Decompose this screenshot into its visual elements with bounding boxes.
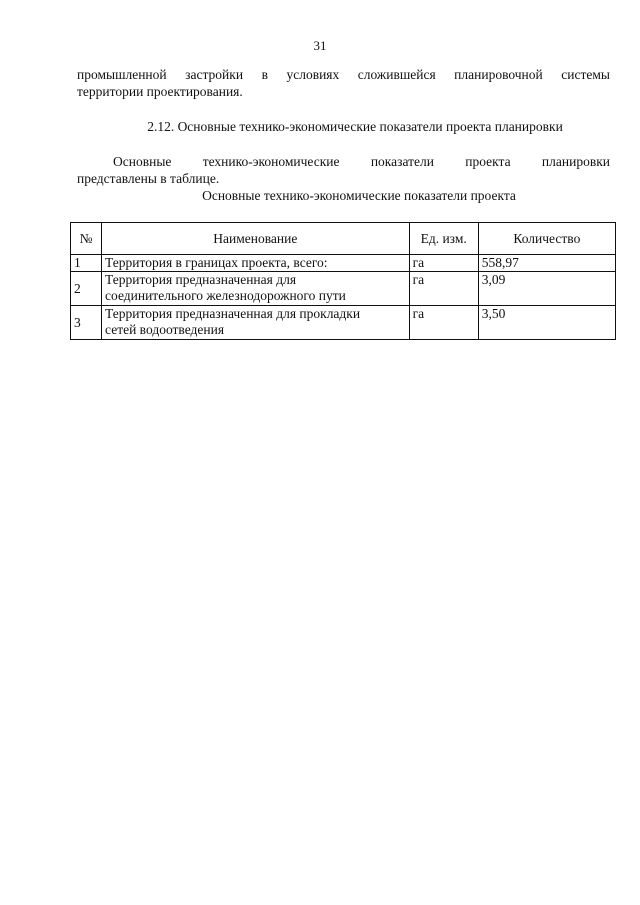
row-name	[102, 306, 410, 340]
header-name: Наименование	[102, 223, 410, 255]
row-num: 1	[71, 255, 102, 272]
section-heading: 2.12. Основные технико-экономические показатели проекта планировки	[147, 119, 563, 134]
table-header-row	[71, 223, 616, 255]
table-row	[71, 306, 616, 340]
intro-paragraph-line-1: промышленной застройки в условиях сложившейся планировочной системы	[77, 67, 610, 82]
indicators-table	[70, 222, 616, 340]
header-num: №	[71, 223, 102, 255]
table-caption: Основные технико-экономические показатели проекта	[202, 188, 516, 203]
row-name-line-1: Территория предназначенная для	[105, 272, 297, 287]
row-quantity: 3,50	[478, 306, 615, 340]
row-name	[102, 255, 410, 272]
header-quantity: Количество	[478, 223, 615, 255]
row-name-line-1: Территория предназначенная для прокладки	[105, 306, 361, 321]
header-unit: Ед. изм.	[409, 223, 478, 255]
row-num: 3	[71, 306, 102, 340]
row-quantity: 558,97	[478, 255, 615, 272]
row-unit: га	[409, 255, 478, 272]
body-paragraph	[77, 153, 610, 187]
row-name-line-1: Территория в границах проекта, всего:	[105, 255, 328, 270]
row-name	[102, 272, 410, 306]
table-row	[71, 255, 616, 272]
page-number: 31	[313, 38, 327, 53]
intro-paragraph	[77, 66, 610, 100]
intro-paragraph-line-2: территории проектирования.	[77, 84, 243, 99]
row-quantity: 3,09	[478, 272, 615, 306]
row-name-line-2: соединительного железнодорожного пути	[105, 288, 346, 303]
body-paragraph-line-2: представлены в таблице.	[77, 171, 220, 186]
row-name-line-2: сетей водоотведения	[105, 322, 225, 337]
row-num: 2	[71, 272, 102, 306]
body-paragraph-line-1: Основные технико-экономические показатели проекта планировки	[113, 154, 610, 169]
row-unit: га	[409, 272, 478, 306]
table-row	[71, 272, 616, 306]
row-unit: га	[409, 306, 478, 340]
